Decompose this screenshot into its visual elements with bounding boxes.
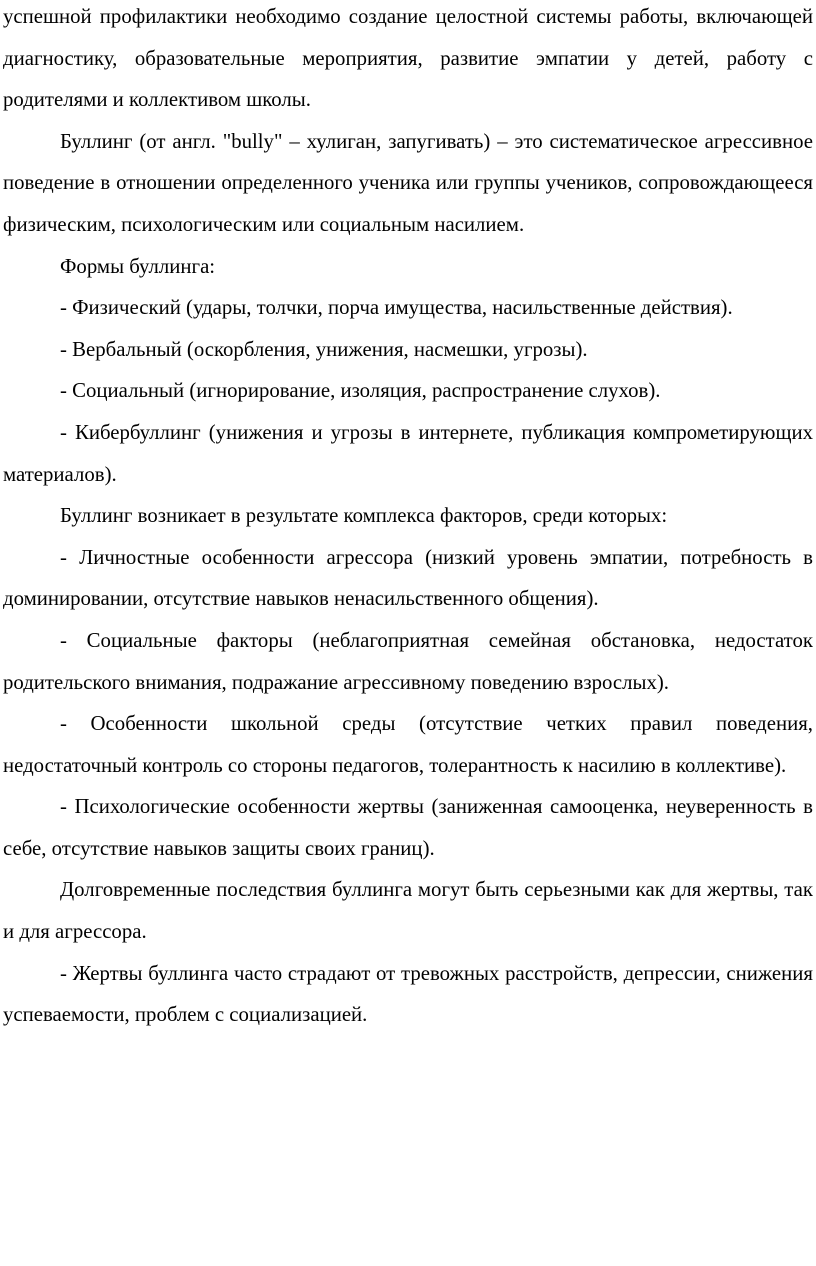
paragraph-prevention-continuation: успешной профилактики необходимо создание целостной системы работы, включающей диагностику, образовательные мероприятия, развитие эмпатии у детей, работу с родителями и коллективом школы. — [3, 5, 813, 112]
paragraph-bullying-forms-heading: Формы буллинга: — [60, 254, 216, 278]
list-item-verbal: - Вербальный (оскорбления, унижения, насмешки, угрозы). — [60, 337, 588, 361]
list-item-social: - Социальный (игнорирование, изоляция, распространение слухов). — [60, 379, 661, 403]
list-item-victim-traits: - Психологические особенности жертвы (заниженная самооценка, неуверенность в себе, отсутствие навыков защиты своих границ). — [3, 795, 813, 860]
list-item-social-factors: - Социальные факторы (неблагоприятная семейная обстановка, недостаток родительского внимания, подражание агрессивному поведению взрослых). — [3, 628, 813, 694]
paragraph-bullying-definition: Буллинг (от англ. "bully" – хулиган, запугивать) – это систематическое агрессивное поведение в отношении определенного ученика или группы учеников, сопровождающееся физическим, психологическим или социальным насилием. — [3, 129, 813, 236]
list-item-aggressor-traits: - Личностные особенности агрессора (низкий уровень эмпатии, потребность в доминировании, отсутствие навыков ненасильственного общения). — [3, 545, 813, 611]
list-item-cyberbullying: - Кибербуллинг (унижения и угрозы в интернете, публикация компрометирующих материалов). — [3, 420, 813, 486]
list-item-physical: - Физический (удары, толчки, порча имущества, насильственные действия). — [60, 296, 733, 320]
list-item-school-environment: - Особенности школьной среды (отсутствие четких правил поведения, недостаточный контроль со стороны педагогов, толерантность к насилию в коллективе). — [3, 712, 813, 777]
paragraph-consequences: Долговременные последствия буллинга могут быть серьезными как для жертвы, так и для агрессора. — [3, 878, 813, 944]
list-item-victim-consequences: - Жертвы буллинга часто страдают от тревожных расстройств, депрессии, снижения успеваемости, проблем с социализацией. — [3, 961, 813, 1027]
paragraph-factors-heading: Буллинг возникает в результате комплекса факторов, среди которых: — [60, 504, 668, 528]
